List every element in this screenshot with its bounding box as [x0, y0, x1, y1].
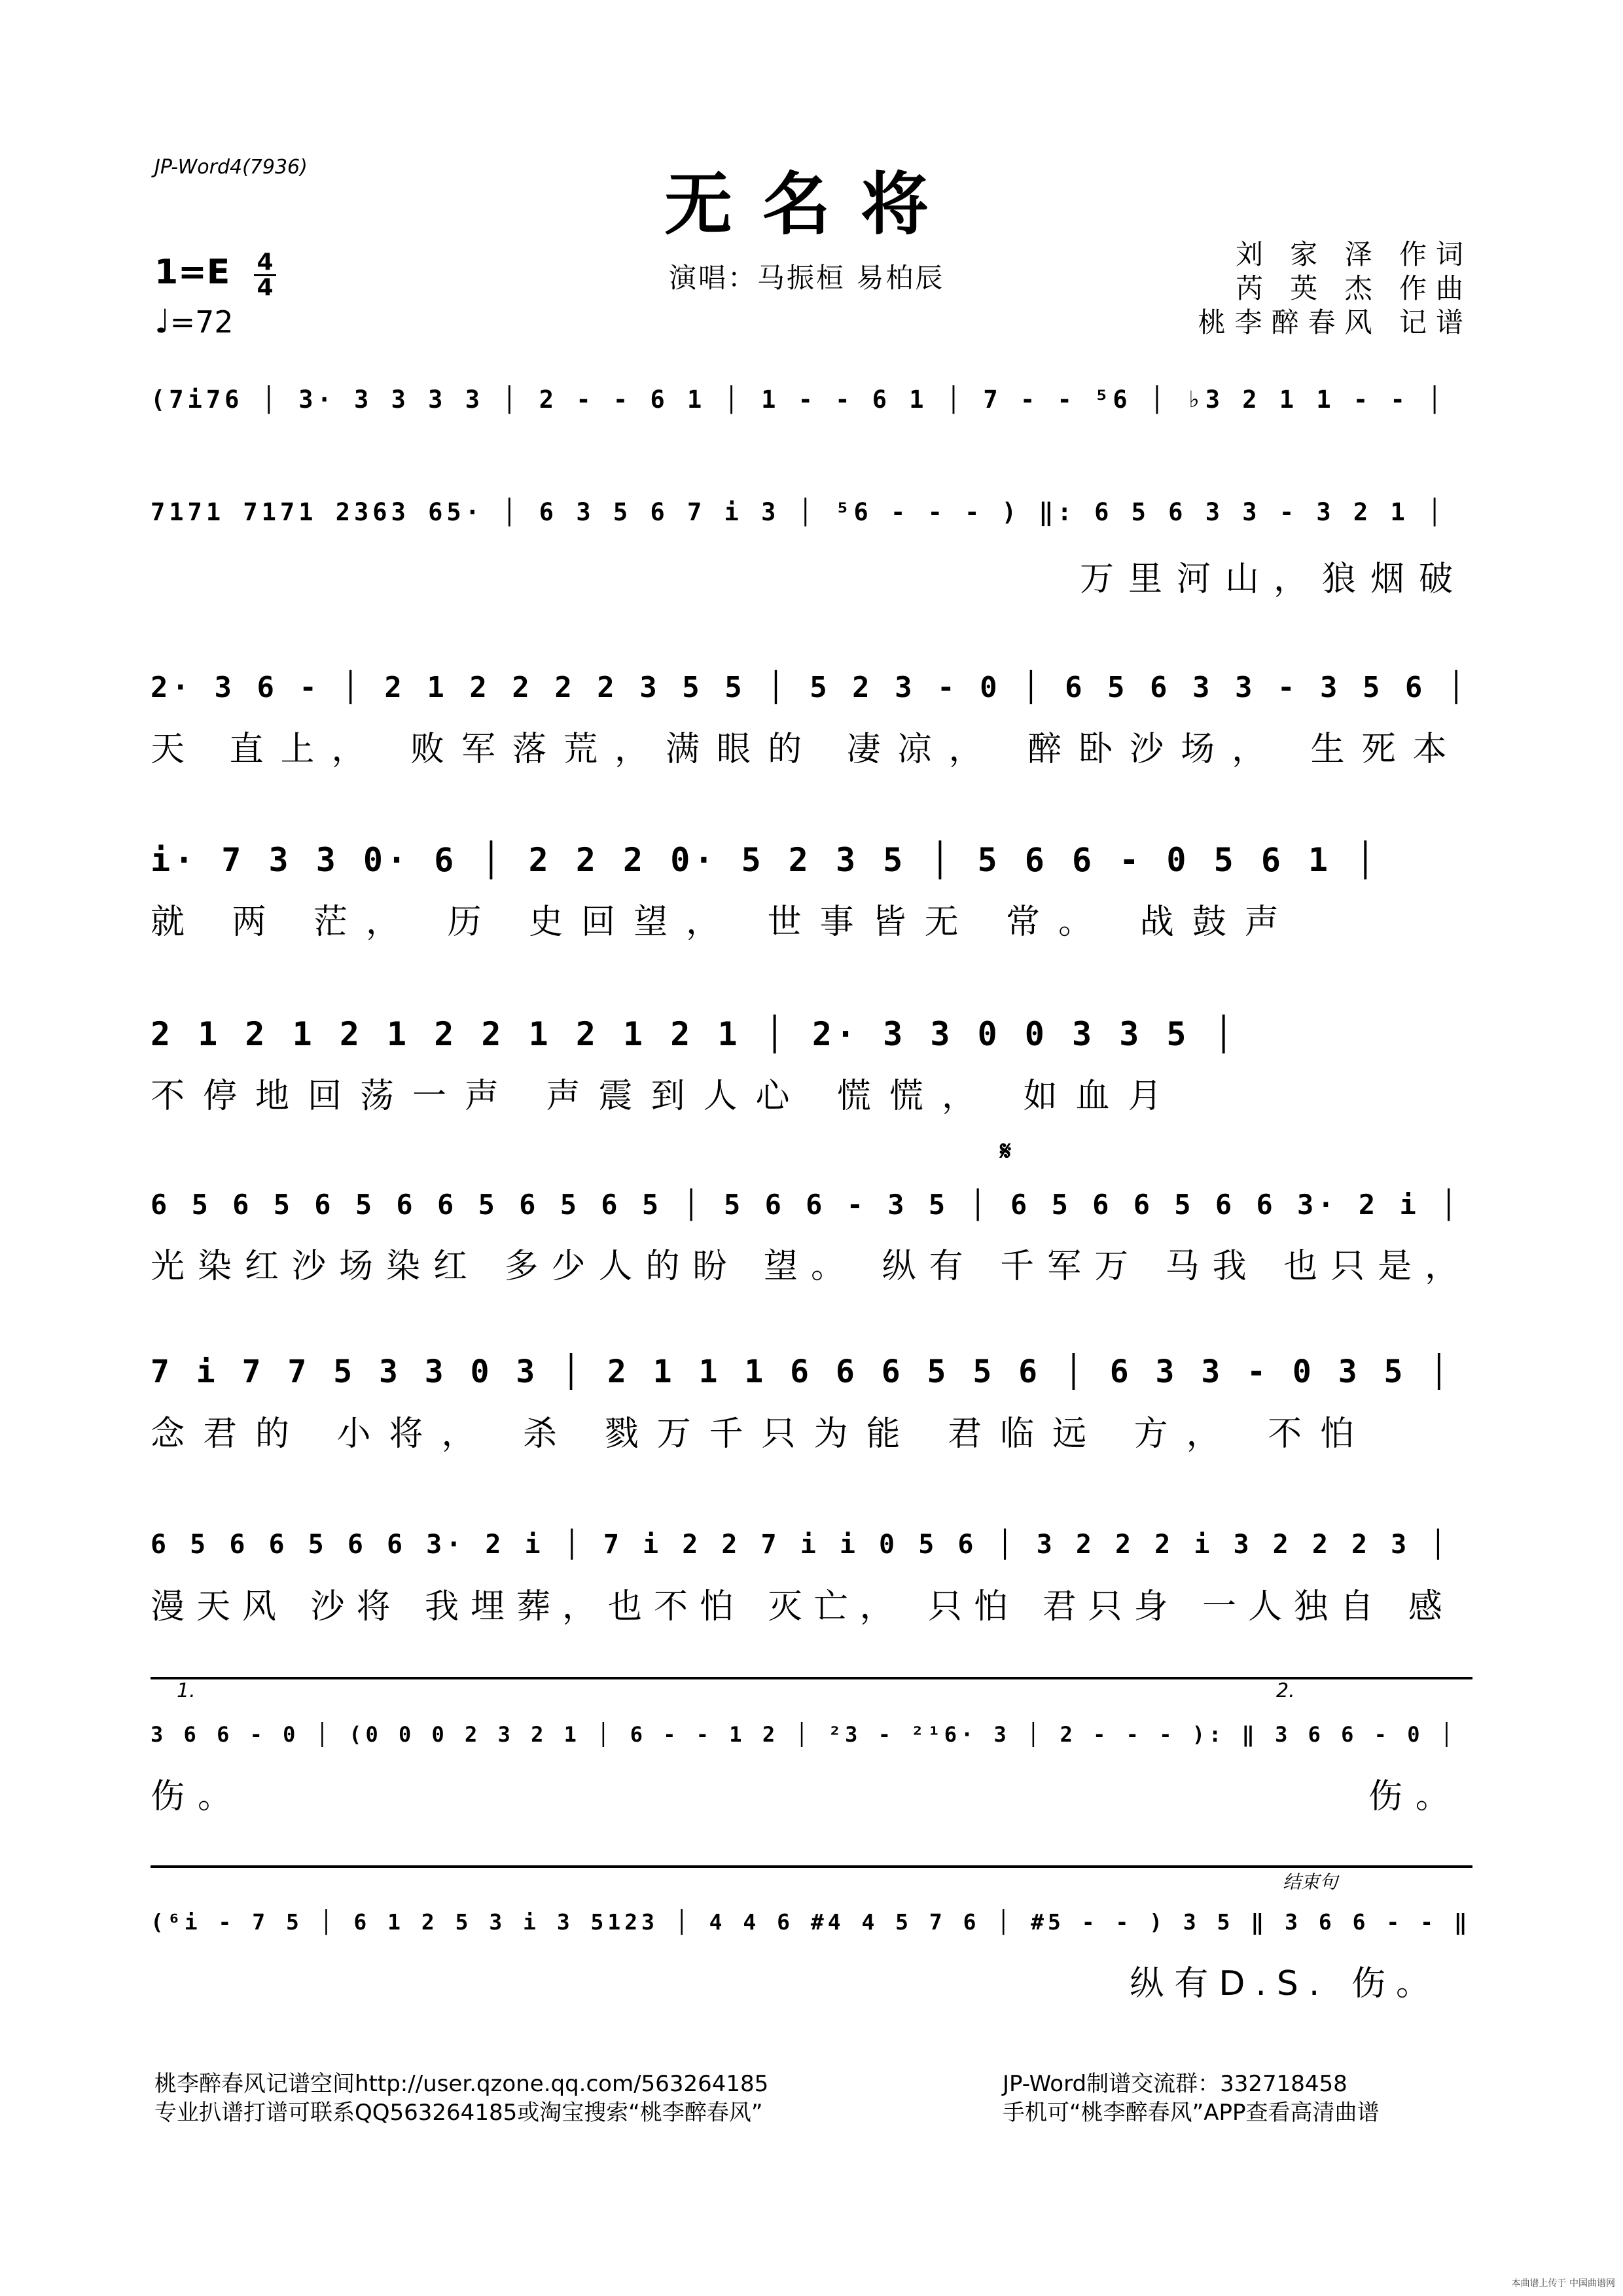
footer-qzone-link[interactable]: 桃李醉春风记谱空间http://user.qzone.qq.com/563264185 — [154, 2071, 769, 2097]
lyric-line: 天 直上， 败军落荒，满眼的 凄凉， 醉卧沙场， 生死本 — [151, 730, 1464, 769]
upload-stamp: 本曲谱上传于 中国曲谱网 — [1511, 2278, 1615, 2289]
notation-line: (7i76 │ 3· 3 3 3 3 │ 2 - - 6 1 │ 1 - - 6 1 │ 7 - - ⁵6 │ ♭3 2 1 1 - - │ — [151, 385, 1446, 414]
score-row-9 — [151, 1708, 1472, 1816]
score-row-1 — [151, 373, 1472, 445]
lyric-line: 念君的 小将， 杀 戮万千只为能 君临远 方， 不怕 — [151, 1414, 1373, 1454]
footer-contact: 专业扒谱打谱可联系QQ563264185或淘宝搜索“桃李醉春风” — [154, 2100, 763, 2126]
tempo-marking — [154, 302, 234, 340]
lyric-line: 伤。 伤。 — [151, 1777, 1463, 1816]
score-row-7 — [151, 1346, 1472, 1454]
transcriber-credit: 桃李醉春风 记谱 — [1198, 306, 1472, 338]
score-row-3 — [151, 661, 1472, 769]
notation-line: i· 7 3 3 0· 6 │ 2 2 2 0· 5 2 3 5 │ 5 6 6 - 0 5 6 1 │ — [151, 841, 1380, 879]
time-signature-top: 4 — [254, 251, 276, 276]
lyric-line: 漫天风 沙将 我埋葬，也不怕 灭亡， 只怕 君只身 一人独自 感 — [151, 1587, 1454, 1626]
lyric-line: 光染红沙场染红 多少人的盼 望。 纵有 千军万 马我 也只是， — [151, 1247, 1472, 1286]
score-row-5 — [151, 1008, 1472, 1116]
lyric-line: 万里河山，狼烟破 — [1080, 560, 1468, 599]
notation-line: 7171 7171 2363 65· │ 6 3 5 6 7 i 3 │ ⁵6 - - - ) ‖: 6 5 6 3 3 - 3 2 1 │ — [151, 497, 1446, 526]
footer-group: JP-Word制谱交流群：332718458 — [1003, 2071, 1347, 2097]
software-label: JP-Word4(7936) — [154, 156, 308, 179]
segno-icon: 𝄋 — [1000, 1136, 1012, 1166]
lyric-line: 不停地回荡一声 声震到人心 慌慌， 如血月 — [151, 1077, 1181, 1116]
volta-bracket-line — [151, 1677, 1472, 1679]
song-title: 无名将 — [664, 164, 959, 244]
score-row-10 — [151, 1895, 1472, 2003]
score-row-6 — [151, 1178, 1472, 1286]
ending-bracket-line — [151, 1865, 1472, 1868]
composer-credit: 芮 英 杰 作曲 — [1235, 272, 1472, 304]
lyric-line: 就 两 茫， 历 史回望， 世事皆无 常。 战鼓声 — [151, 903, 1297, 942]
time-signature — [254, 251, 276, 300]
time-signature-bottom: 4 — [257, 274, 274, 301]
quarter-note-icon: ♩ — [154, 302, 170, 340]
score-row-4 — [151, 834, 1472, 942]
notation-line: 2 1 2 1 2 1 2 2 1 2 1 2 1 │ 2· 3 3 0 0 3 3 5 │ — [151, 1015, 1238, 1053]
notation-line: 7 i 7 7 5 3 3 0 3 │ 2 1 1 1 6 6 6 5 5 6 │ 6 3 3 - 0 3 5 │ — [151, 1354, 1453, 1390]
notation-line: 6 5 6 5 6 5 6 6 5 6 5 6 5 │ 5 6 6 - 3 5 │ 6 5 6 6 5 6 6 3· 2 i │ — [151, 1188, 1461, 1221]
score-row-2 — [151, 486, 1472, 599]
lyricist-credit: 刘 家 泽 作词 — [1235, 238, 1472, 270]
footer-app: 手机可“桃李醉春风”APP查看高清曲谱 — [1003, 2100, 1380, 2126]
volta-1-label: 1. — [177, 1679, 196, 1702]
notation-line: 3 6 6 - 0 │ (0 0 0 2 3 2 1 │ 6 - - 1 2 │ ²3 - ²¹6· 3 │ 2 - - - ): ‖ 3 6 6 - 0 │ — [151, 1722, 1457, 1747]
tempo-value: =72 — [169, 304, 234, 340]
ending-label: 结束句 — [1283, 1871, 1338, 1893]
key-signature: 1=E — [154, 253, 230, 292]
notation-line: 2· 3 6 - │ 2 1 2 2 2 2 3 5 5 │ 5 2 3 - 0 │ 6 5 6 3 3 - 3 5 6 │ — [151, 670, 1469, 704]
notation-line: (⁶i - 7 5 │ 6 1 2 5 3 i 3 5123 │ 4 4 6 #4 4 5 7 6 │ #5 - - ) 3 5 ‖ 3 6 6 - - ‖ — [151, 1909, 1471, 1935]
performer-credit: 演唱：马振桓 易柏辰 — [669, 262, 945, 294]
notation-line: 6 5 6 6 5 6 6 3· 2 i │ 7 i 2 2 7 i i 0 5 6 │ 3 2 2 2 i 3 2 2 2 3 │ — [151, 1530, 1450, 1560]
lyric-line: 纵有D.S. 伤。 — [151, 1964, 1440, 2003]
score-row-8 — [151, 1518, 1472, 1626]
volta-2-label: 2. — [1276, 1679, 1295, 1702]
